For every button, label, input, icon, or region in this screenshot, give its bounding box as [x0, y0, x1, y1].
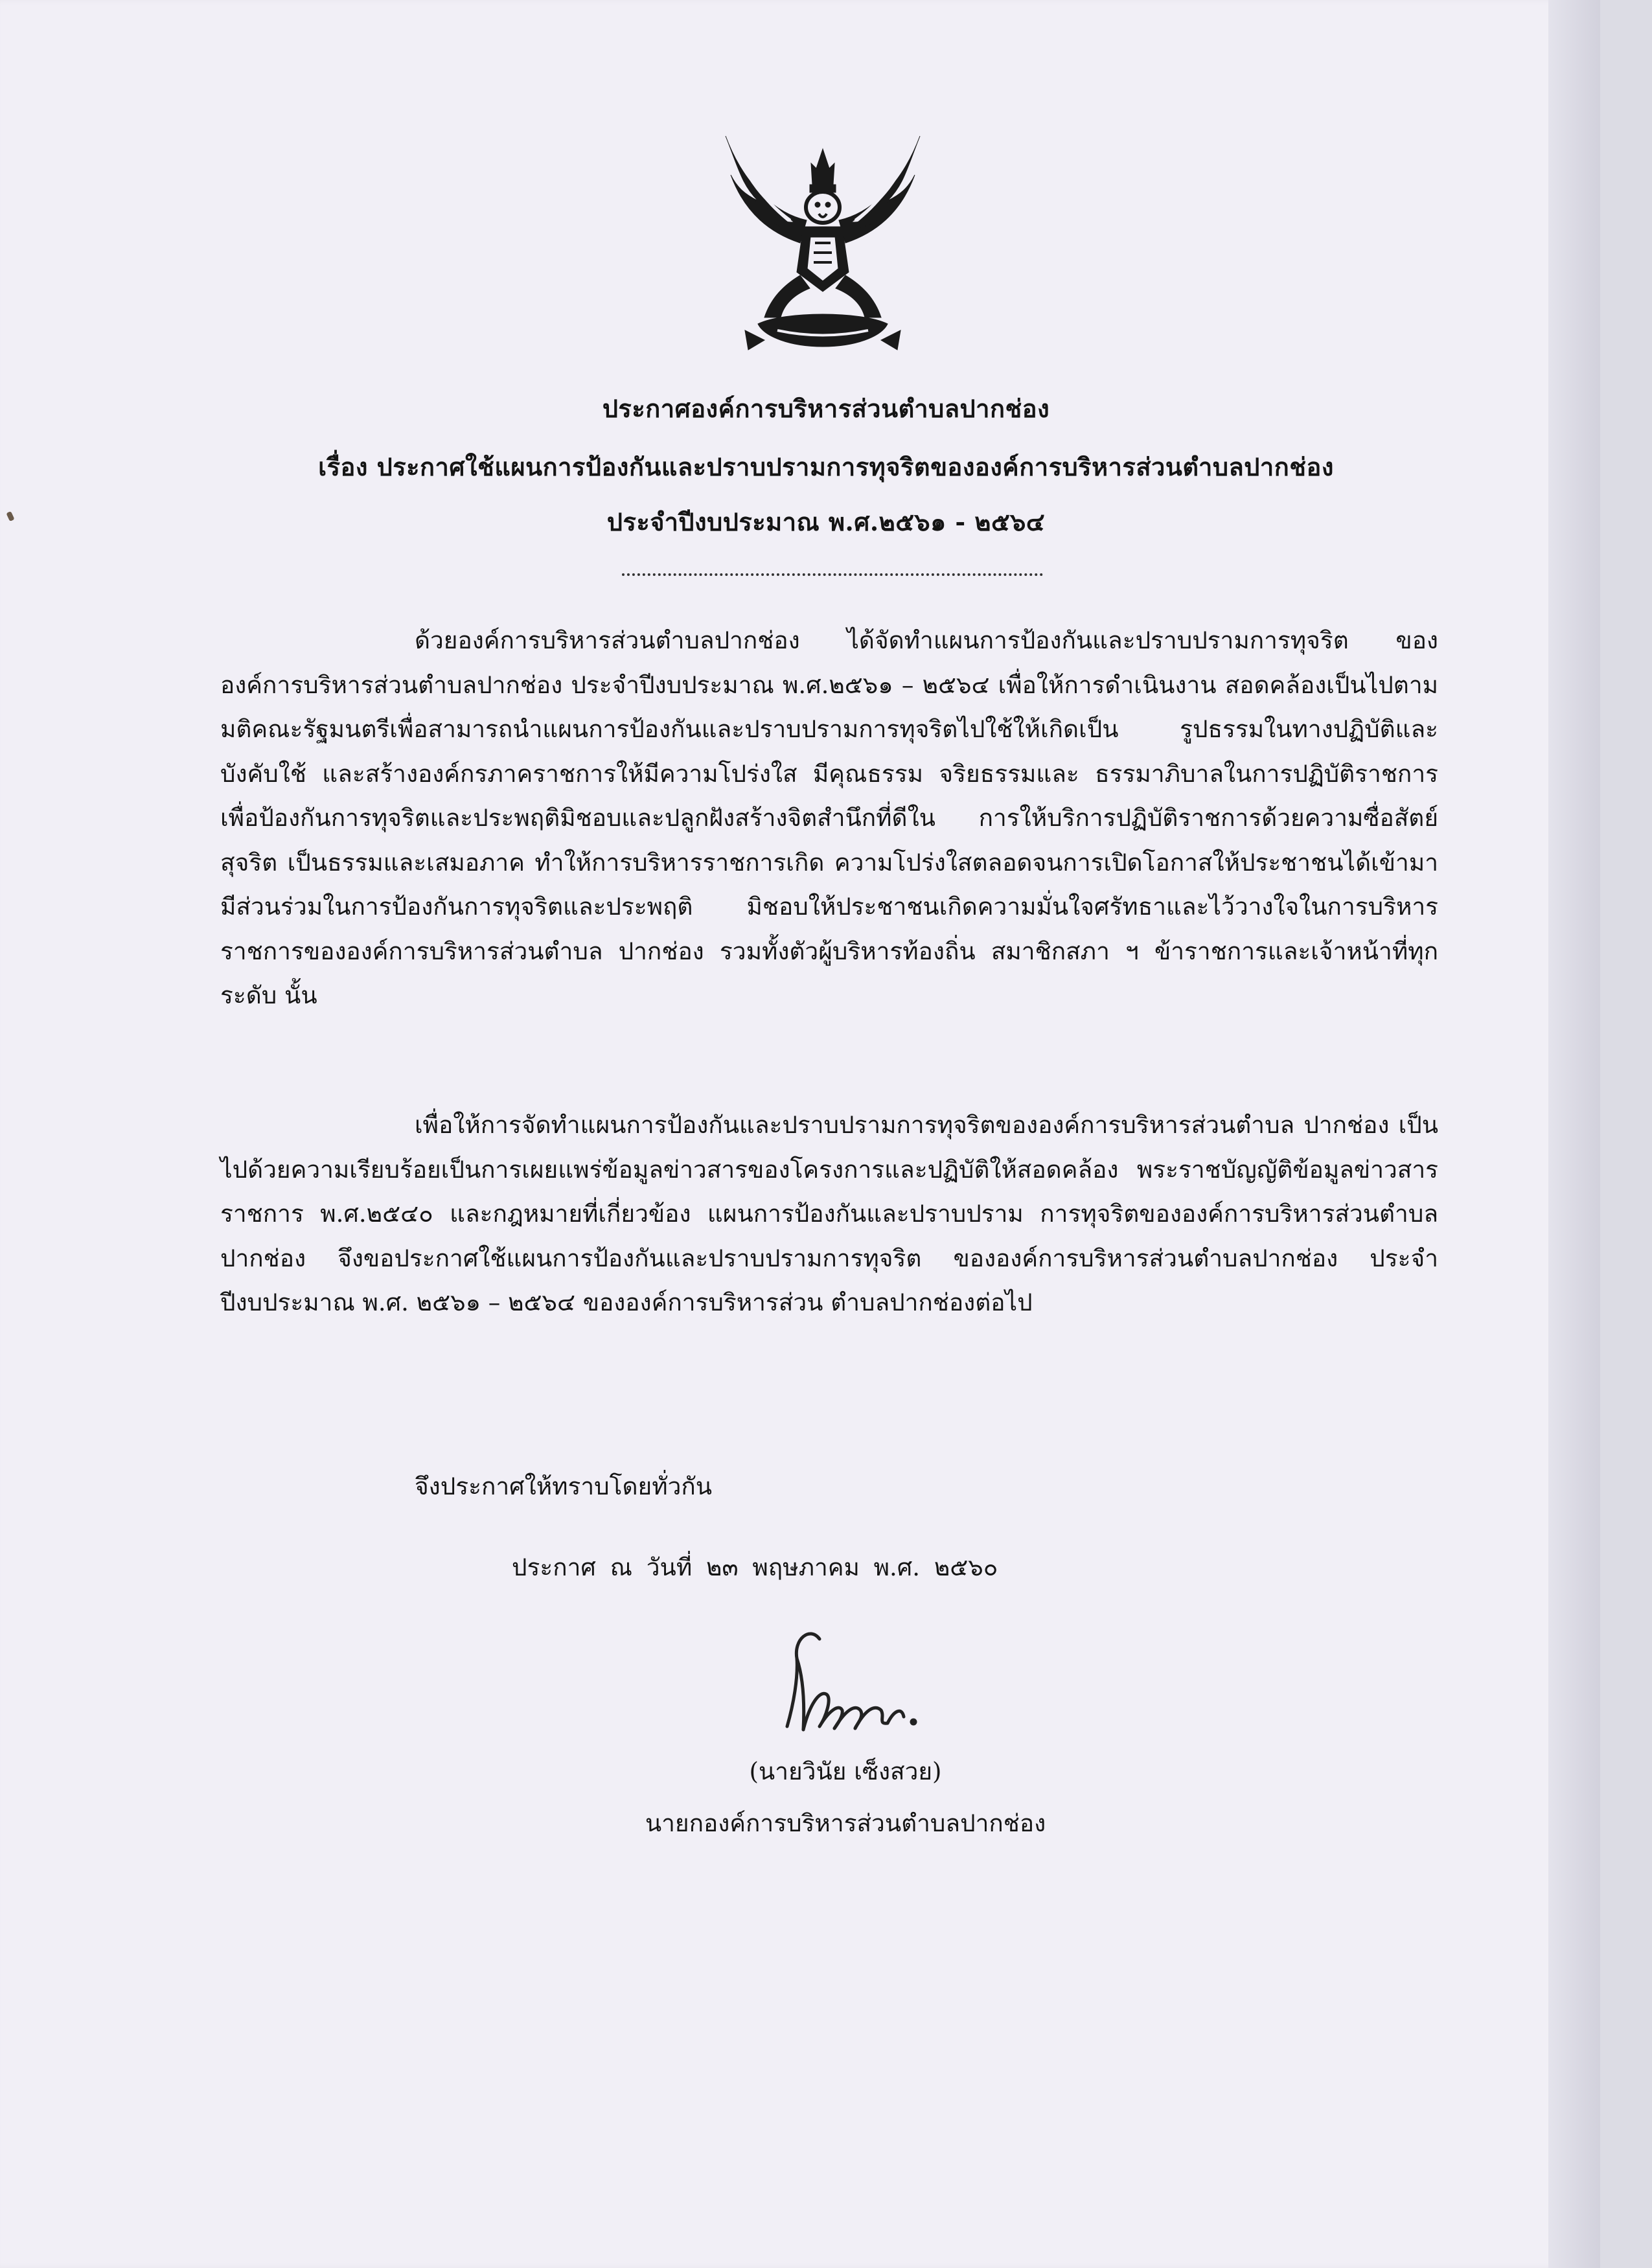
- separator-dotted-line: [622, 573, 1043, 576]
- announcement-date: ประกาศ ณ วันที่ ๒๓ พฤษภาคม พ.ศ. ๒๕๖๐: [512, 1553, 998, 1581]
- announcement-title: ประกาศองค์การบริหารส่วนตำบลปากช่อง: [602, 394, 1050, 423]
- fiscal-year-line: ประจำปีงบประมาณ พ.ศ.๒๕๖๑ - ๒๕๖๔: [606, 507, 1046, 536]
- paper-edge: [1548, 0, 1600, 2268]
- handwritten-signature-icon: [758, 1613, 952, 1749]
- garuda-emblem-icon: [719, 123, 926, 369]
- body-paragraph-2: เพื่อให้การจัดทำแผนการป้องกันและปราบปรามการทุจริตขององค์การบริหารส่วนตำบล ปากช่อง เป็นไปด้วยความเรียบร้อยเป็นการเผยแพร่ข้อมูลข่าวสารของโครงการและปฏิบัติให้สอดคล้อง พระราชบัญญัติข้อมูลข่าวสารราชการ พ.ศ.๒๕๔๐ และกฎหมายที่เกี่ยวข้อง แผนการป้องกันและปราบปราม การทุจริตขององค์การบริหารส่วนตำบลปากช่อง จึงขอประกาศใช้แผนการป้องกันและปราบปรามการทุจริต ขององค์การบริหารส่วนตำบลปากช่อง ประจำปีงบประมาณ พ.ศ. ๒๕๖๑ – ๒๕๖๔ ขององค์การบริหารส่วน ตำบลปากช่องต่อไป: [220, 1111, 1438, 1316]
- signer-title: นายกองค์การบริหารส่วนตำบลปากช่อง: [645, 1809, 1046, 1837]
- announcement-subject: เรื่อง ประกาศใช้แผนการป้องกันและปราบปรามการทุจริตขององค์การบริหารส่วนตำบลปากช่อง: [318, 452, 1334, 481]
- body-paragraph-1: ด้วยองค์การบริหารส่วนตำบลปากช่อง ได้จัดทำแผนการป้องกันและปราบปรามการทุจริต ขององค์การบริหารส่วนตำบลปากช่อง ประจำปีงบประมาณ พ.ศ.๒๕๖๑ – ๒๕๖๔ เพื่อให้การดำเนินงาน สอดคล้องเป็นไปตามมติคณะรัฐมนตรีเพื่อสามารถนำแผนการป้องกันและปราบปรามการทุจริตไปใช้ให้เกิดเป็น รูปธรรมในทางปฏิบัติและบังคับใช้ และสร้างองค์กรภาคราชการให้มีความโปร่งใส มีคุณธรรม จริยธรรมและ ธรรมาภิบาลในการปฏิบัติราชการ เพื่อป้องกันการทุจริตและประพฤติมิชอบและปลูกฝังสร้างจิตสำนึกที่ดีใน การให้บริการปฏิบัติราชการด้วยความซื่อสัตย์ สุจริต เป็นธรรมและเสมอภาค ทำให้การบริหารราชการเกิด ความโปร่งใสตลอดจนการเปิดโอกาสให้ประชาชนได้เข้ามามีส่วนร่วมในการป้องกันการทุจริตและประพฤติ มิชอบให้ประชาชนเกิดความมั่นใจศรัทธาและไว้วางใจในการบริหารราชการขององค์การบริหารส่วนตำบล ปากช่อง รวมทั้งตัวผู้บริหารท้องถิ่น สมาชิกสภา ฯ ข้าราชการและเจ้าหน้าที่ทุกระดับ นั้น: [220, 626, 1438, 1009]
- signer-name: (นายวินัย เซ็งสวย): [749, 1758, 942, 1785]
- closing-statement: จึงประกาศให้ทราบโดยทั่วกัน: [415, 1472, 713, 1500]
